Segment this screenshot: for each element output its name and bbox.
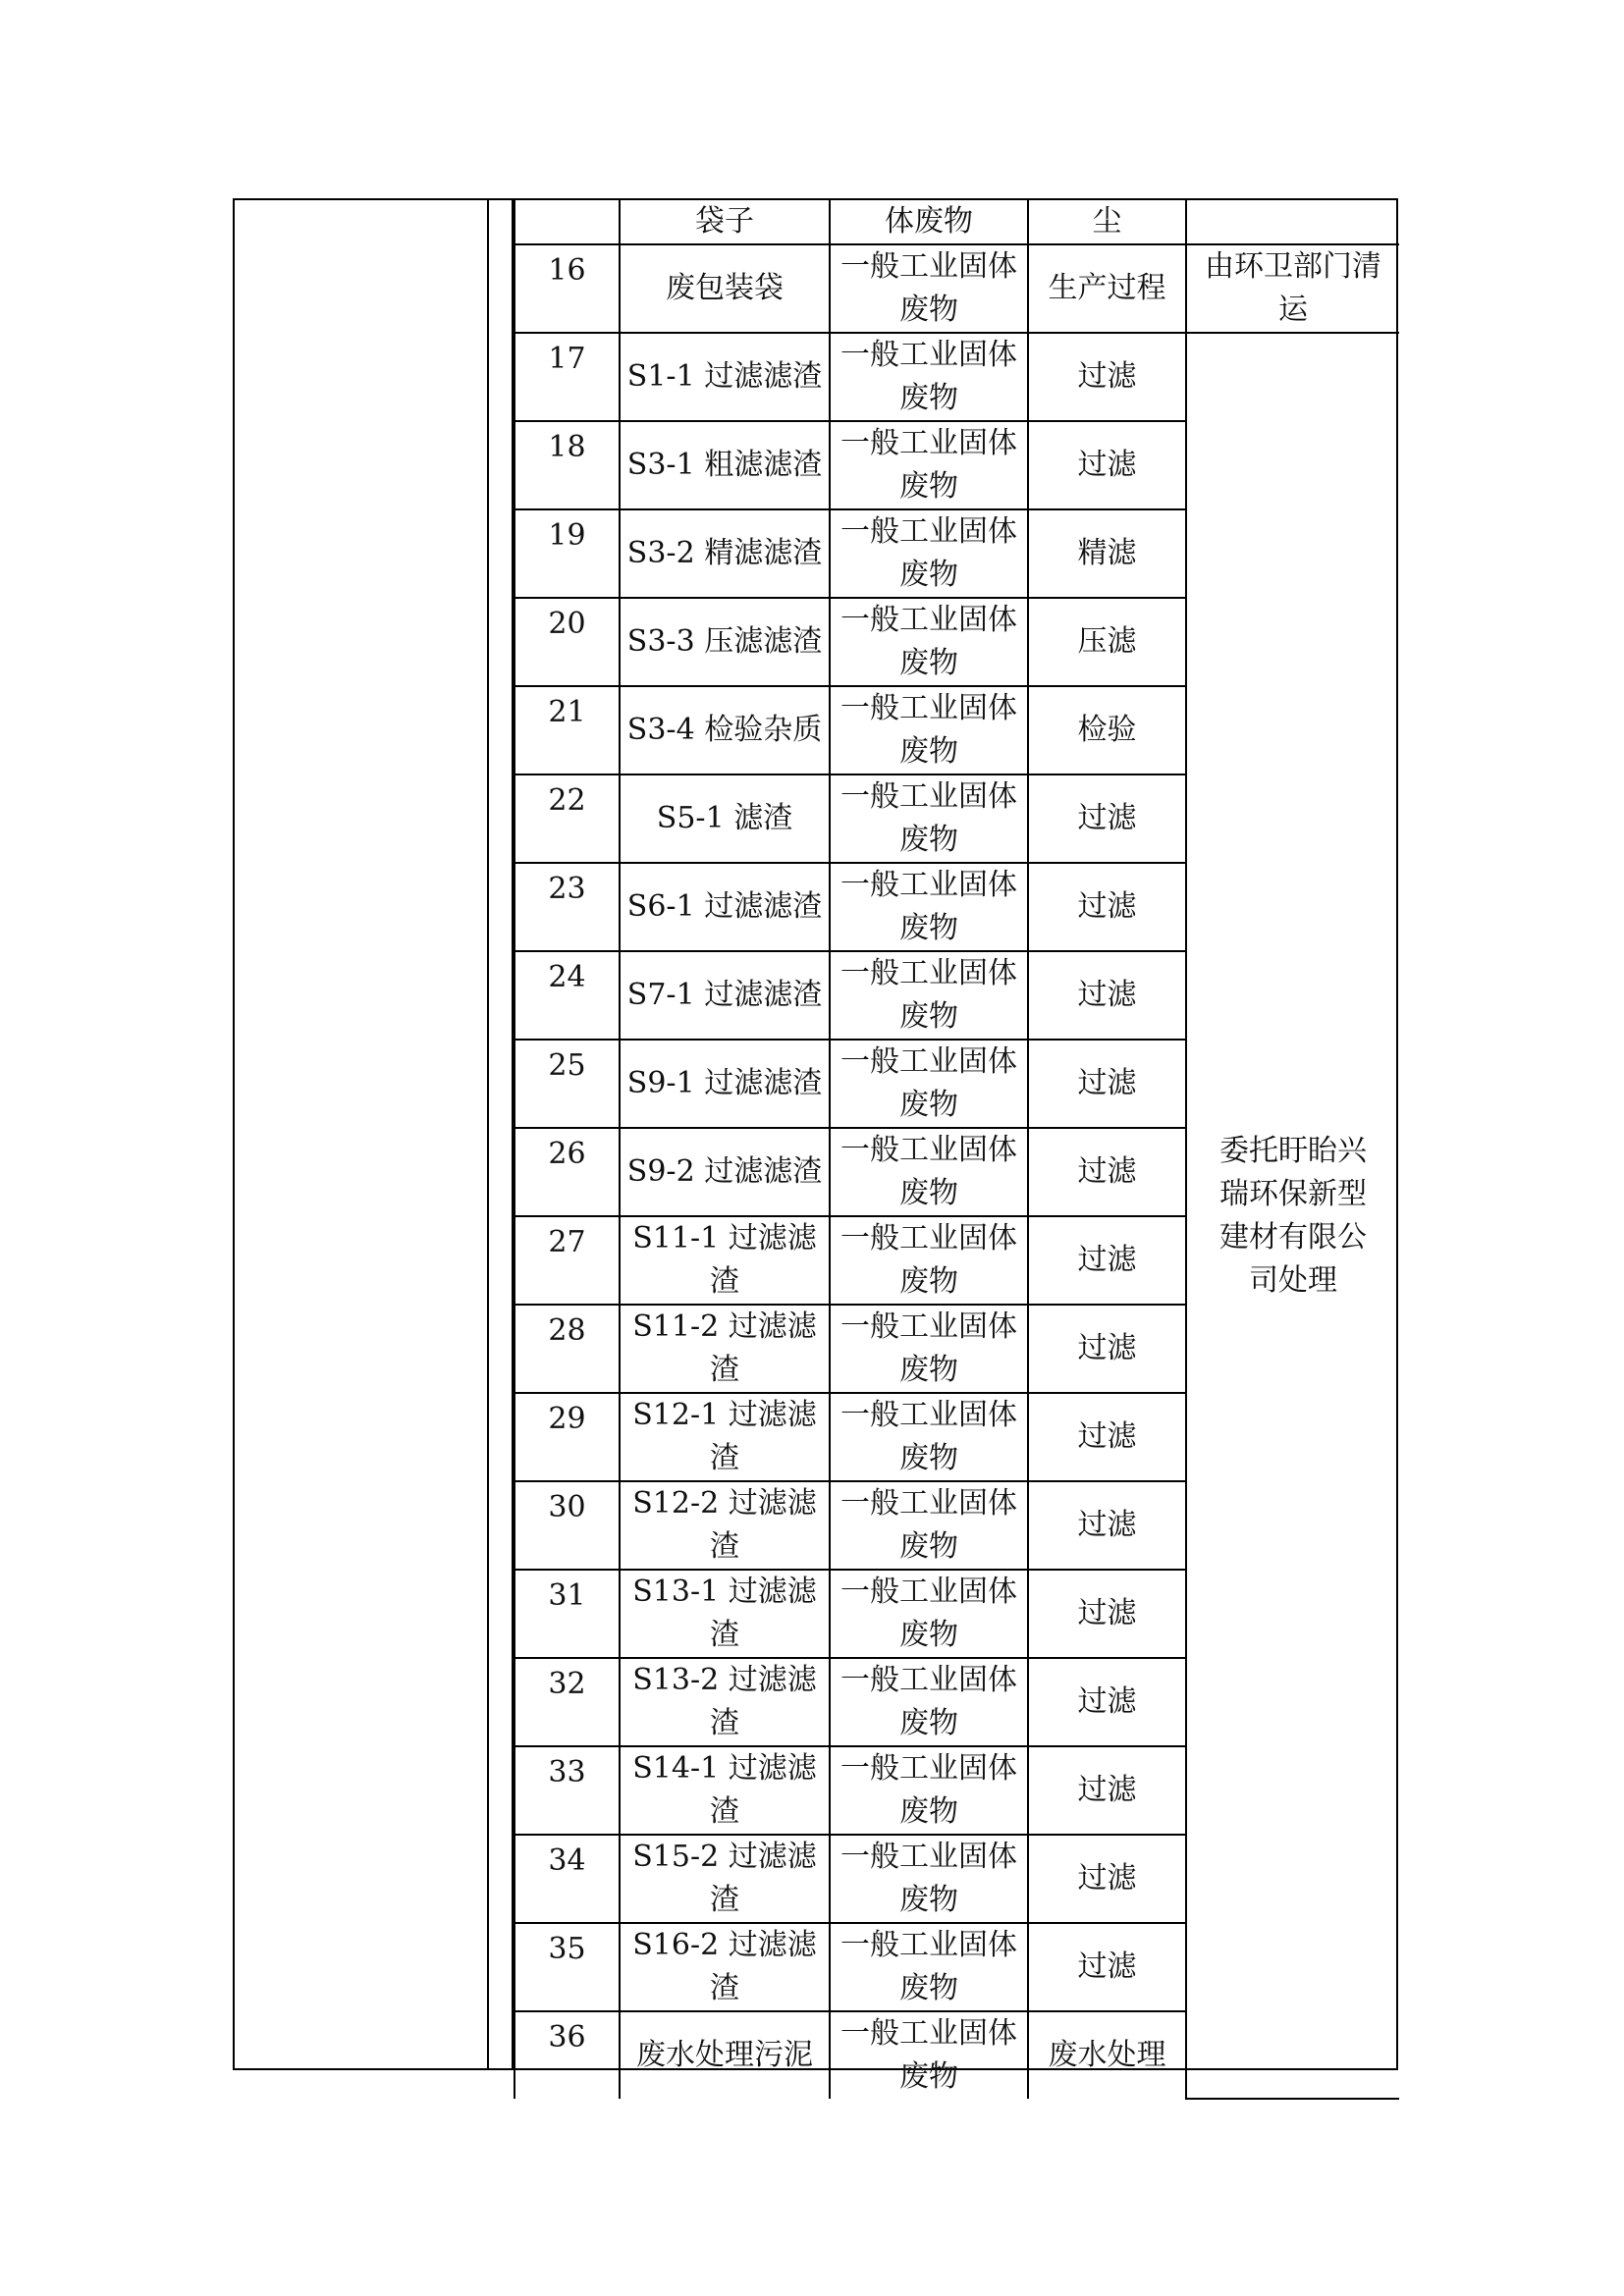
cell-waste-source: 过滤	[1028, 774, 1186, 863]
cell-waste-category: 一般工业固体废物	[830, 333, 1028, 421]
cell-no: 23	[514, 863, 620, 951]
cell-waste-source: 过滤	[1028, 1481, 1186, 1570]
cell-no: 36	[514, 2011, 620, 2099]
cell-no: 28	[514, 1305, 620, 1393]
cell-waste-source: 过滤	[1028, 951, 1186, 1040]
cell-waste-name: S16-2 过滤滤渣	[620, 1923, 830, 2011]
cell-no: 22	[514, 774, 620, 863]
cell-waste-name: S15-2 过滤滤渣	[620, 1835, 830, 1923]
cell-no: 18	[514, 421, 620, 509]
solid-waste-table	[514, 200, 1399, 2100]
cell-waste-source: 过滤	[1028, 1305, 1186, 1393]
cell-waste-name: S11-2 过滤滤渣	[620, 1305, 830, 1393]
cell-no: 21	[514, 686, 620, 774]
cell-waste-name: S13-1 过滤滤渣	[620, 1570, 830, 1658]
cell-waste-name: 废包装袋	[620, 244, 830, 333]
cell-waste-source: 压滤	[1028, 598, 1186, 686]
cell-waste-source: 过滤	[1028, 1658, 1186, 1746]
cell-disposal	[1186, 200, 1399, 244]
cell-waste-category: 一般工业固体废物	[830, 1305, 1028, 1393]
outer-table-frame	[233, 198, 1398, 2094]
cell-waste-category: 一般工业固体废物	[830, 1481, 1028, 1570]
cell-no: 32	[514, 1658, 620, 1746]
cell-waste-category: 一般工业固体废物	[830, 1658, 1028, 1746]
cell-waste-source: 过滤	[1028, 1835, 1186, 1923]
cell-waste-category: 一般工业固体废物	[830, 1040, 1028, 1128]
cell-waste-name: S12-2 过滤滤渣	[620, 1481, 830, 1570]
cell-waste-source: 过滤	[1028, 863, 1186, 951]
cell-waste-name: S11-1 过滤滤渣	[620, 1216, 830, 1305]
cell-waste-source: 过滤	[1028, 1216, 1186, 1305]
cell-no: 19	[514, 509, 620, 598]
cell-waste-category: 一般工业固体废物	[830, 686, 1028, 774]
cell-waste-name: S3-2 精滤滤渣	[620, 509, 830, 598]
cell-waste-name: S5-1 滤渣	[620, 774, 830, 863]
cell-waste-name: S6-1 过滤滤渣	[620, 863, 830, 951]
cell-no: 17	[514, 333, 620, 421]
cell-waste-source: 过滤	[1028, 1128, 1186, 1216]
cell-waste-source: 废水处理	[1028, 2011, 1186, 2099]
continuation-row	[514, 200, 1399, 244]
cell-no: 20	[514, 598, 620, 686]
cell-waste-category: 一般工业固体废物	[830, 951, 1028, 1040]
cell-waste-source: 过滤	[1028, 1570, 1186, 1658]
cell-waste-category: 一般工业固体废物	[830, 774, 1028, 863]
cell-waste-name: S1-1 过滤滤渣	[620, 333, 830, 421]
cell-waste-source: 生产过程	[1028, 244, 1186, 333]
cell-waste-name: 袋子	[620, 200, 830, 244]
cell-no: 27	[514, 1216, 620, 1305]
cell-waste-category: 一般工业固体废物	[830, 1923, 1028, 2011]
cell-waste-name: S3-1 粗滤滤渣	[620, 421, 830, 509]
cell-waste-source: 过滤	[1028, 1746, 1186, 1835]
cell-waste-category: 一般工业固体废物	[830, 1216, 1028, 1305]
cell-waste-name: S7-1 过滤滤渣	[620, 951, 830, 1040]
cell-waste-name: S3-3 压滤滤渣	[620, 598, 830, 686]
cell-no: 16	[514, 244, 620, 333]
cell-waste-source: 检验	[1028, 686, 1186, 774]
cell-no	[514, 200, 620, 244]
column-divider-left	[487, 200, 489, 2068]
cell-waste-source: 过滤	[1028, 1923, 1186, 2011]
table-row	[514, 333, 1399, 421]
cell-waste-category: 一般工业固体废物	[830, 1570, 1028, 1658]
cell-no: 26	[514, 1128, 620, 1216]
cell-waste-category: 一般工业固体废物	[830, 509, 1028, 598]
cell-waste-source: 尘	[1028, 200, 1186, 244]
cell-waste-category: 一般工业固体废物	[830, 1746, 1028, 1835]
cell-disposal: 由环卫部门清运	[1186, 244, 1399, 333]
cell-waste-name: S9-1 过滤滤渣	[620, 1040, 830, 1128]
cell-waste-category: 一般工业固体废物	[830, 863, 1028, 951]
cell-waste-source: 过滤	[1028, 421, 1186, 509]
cell-waste-source: 过滤	[1028, 1040, 1186, 1128]
cell-waste-name: S12-1 过滤滤渣	[620, 1393, 830, 1481]
cell-waste-category: 一般工业固体废物	[830, 1128, 1028, 1216]
cell-waste-source: 过滤	[1028, 333, 1186, 421]
cell-waste-category: 一般工业固体废物	[830, 244, 1028, 333]
cell-waste-category: 一般工业固体废物	[830, 2011, 1028, 2099]
cell-no: 34	[514, 1835, 620, 1923]
cell-disposal-merged: 委托盱眙兴瑞环保新型建材有限公司处理	[1186, 333, 1399, 2099]
cell-waste-category: 一般工业固体废物	[830, 421, 1028, 509]
cell-no: 29	[514, 1393, 620, 1481]
table-row	[514, 244, 1399, 333]
cell-waste-name: S14-1 过滤滤渣	[620, 1746, 830, 1835]
cell-waste-name: S3-4 检验杂质	[620, 686, 830, 774]
cell-no: 31	[514, 1570, 620, 1658]
cell-no: 35	[514, 1923, 620, 2011]
cell-waste-category: 一般工业固体废物	[830, 598, 1028, 686]
cell-waste-category: 体废物	[830, 200, 1028, 244]
cell-waste-name: S9-2 过滤滤渣	[620, 1128, 830, 1216]
cell-waste-name: 废水处理污泥	[620, 2011, 830, 2099]
cell-waste-source: 精滤	[1028, 509, 1186, 598]
cell-no: 25	[514, 1040, 620, 1128]
cell-waste-category: 一般工业固体废物	[830, 1835, 1028, 1923]
cell-no: 30	[514, 1481, 620, 1570]
cell-waste-category: 一般工业固体废物	[830, 1393, 1028, 1481]
cell-no: 24	[514, 951, 620, 1040]
cell-waste-source: 过滤	[1028, 1393, 1186, 1481]
cell-waste-name: S13-2 过滤滤渣	[620, 1658, 830, 1746]
cell-no: 33	[514, 1746, 620, 1835]
